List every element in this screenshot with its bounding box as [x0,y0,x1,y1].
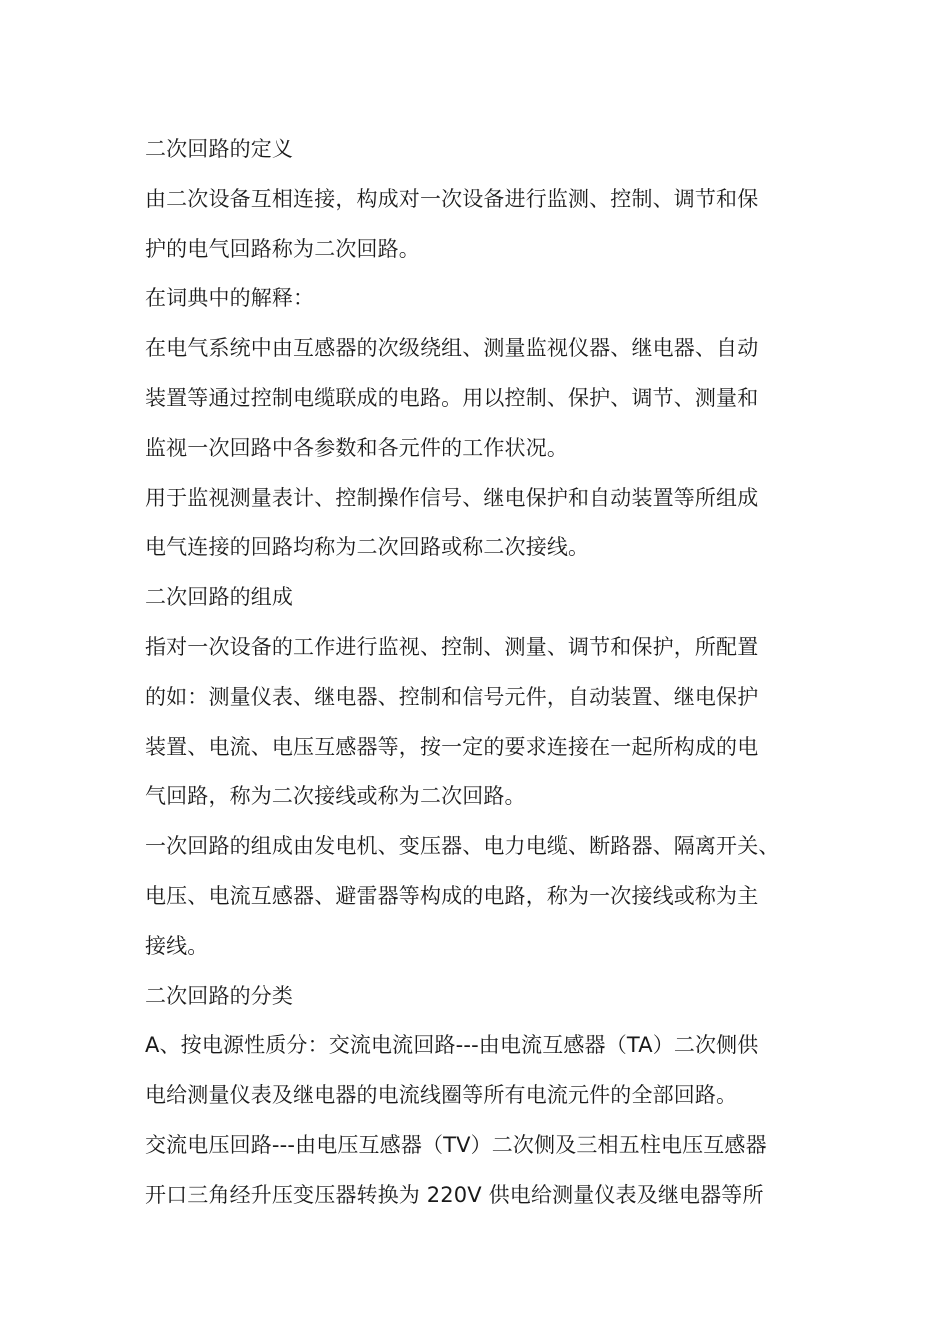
heading-definition: 二次回路的定义 [145,137,294,161]
paragraph-line: 装置、电流、电压互感器等，按一定的要求连接在一起所构成的电 [145,734,759,759]
heading-dictionary: 在词典中的解释： [145,286,315,311]
paragraph-line: 在电气系统中由互感器的次级绕组、测量监视仪器、继电器、自动 [145,336,759,361]
paragraph-line: 交流电压回路---由电压互感器（TV）二次侧及三相五柱电压互感器 [145,1132,767,1157]
paragraph-line: 一次回路的组成由发电机、变压器、电力电缆、断路器、隔离开关、 [145,834,780,859]
heading-classification: 二次回路的分类 [145,983,294,1008]
paragraph-line: 由二次设备互相连接，构成对一次设备进行监测、控制、调节和保 [145,186,759,211]
paragraph-line: 气回路，称为二次接线或称为二次回路。 [145,784,526,809]
paragraph-line: 装置等通过控制电缆联成的电路。用以控制、保护、调节、测量和 [145,385,759,410]
paragraph-line: 的如：测量仪表、继电器、控制和信号元件，自动装置、继电保护 [145,684,759,709]
paragraph-line: 监视一次回路中各参数和各元件的工作状况。 [145,435,568,460]
paragraph-line: 电气连接的回路均称为二次回路或称二次接线。 [145,535,590,560]
paragraph-line: 用于监视测量表计、控制操作信号、继电保护和自动装置等所组成 [145,485,759,510]
heading-composition: 二次回路的组成 [145,585,294,610]
paragraph-line: 接线。 [145,933,209,958]
paragraph-line: A、按电源性质分：交流电流回路---由电流互感器（TA）二次侧供 [145,1033,759,1058]
document-body [145,125,810,1221]
paragraph-line: 电压、电流互感器、避雷器等构成的电路，称为一次接线或称为主 [145,883,759,908]
paragraph-line: 护的电气回路称为二次回路。 [145,236,420,261]
paragraph-line: 开口三角经升压变压器转换为 220V 供电给测量仪表及继电器等所 [145,1182,764,1207]
paragraph-line: 指对一次设备的工作进行监视、控制、测量、调节和保护，所配置 [145,634,759,659]
paragraph-line: 电给测量仪表及继电器的电流线圈等所有电流元件的全部回路。 [145,1083,738,1108]
